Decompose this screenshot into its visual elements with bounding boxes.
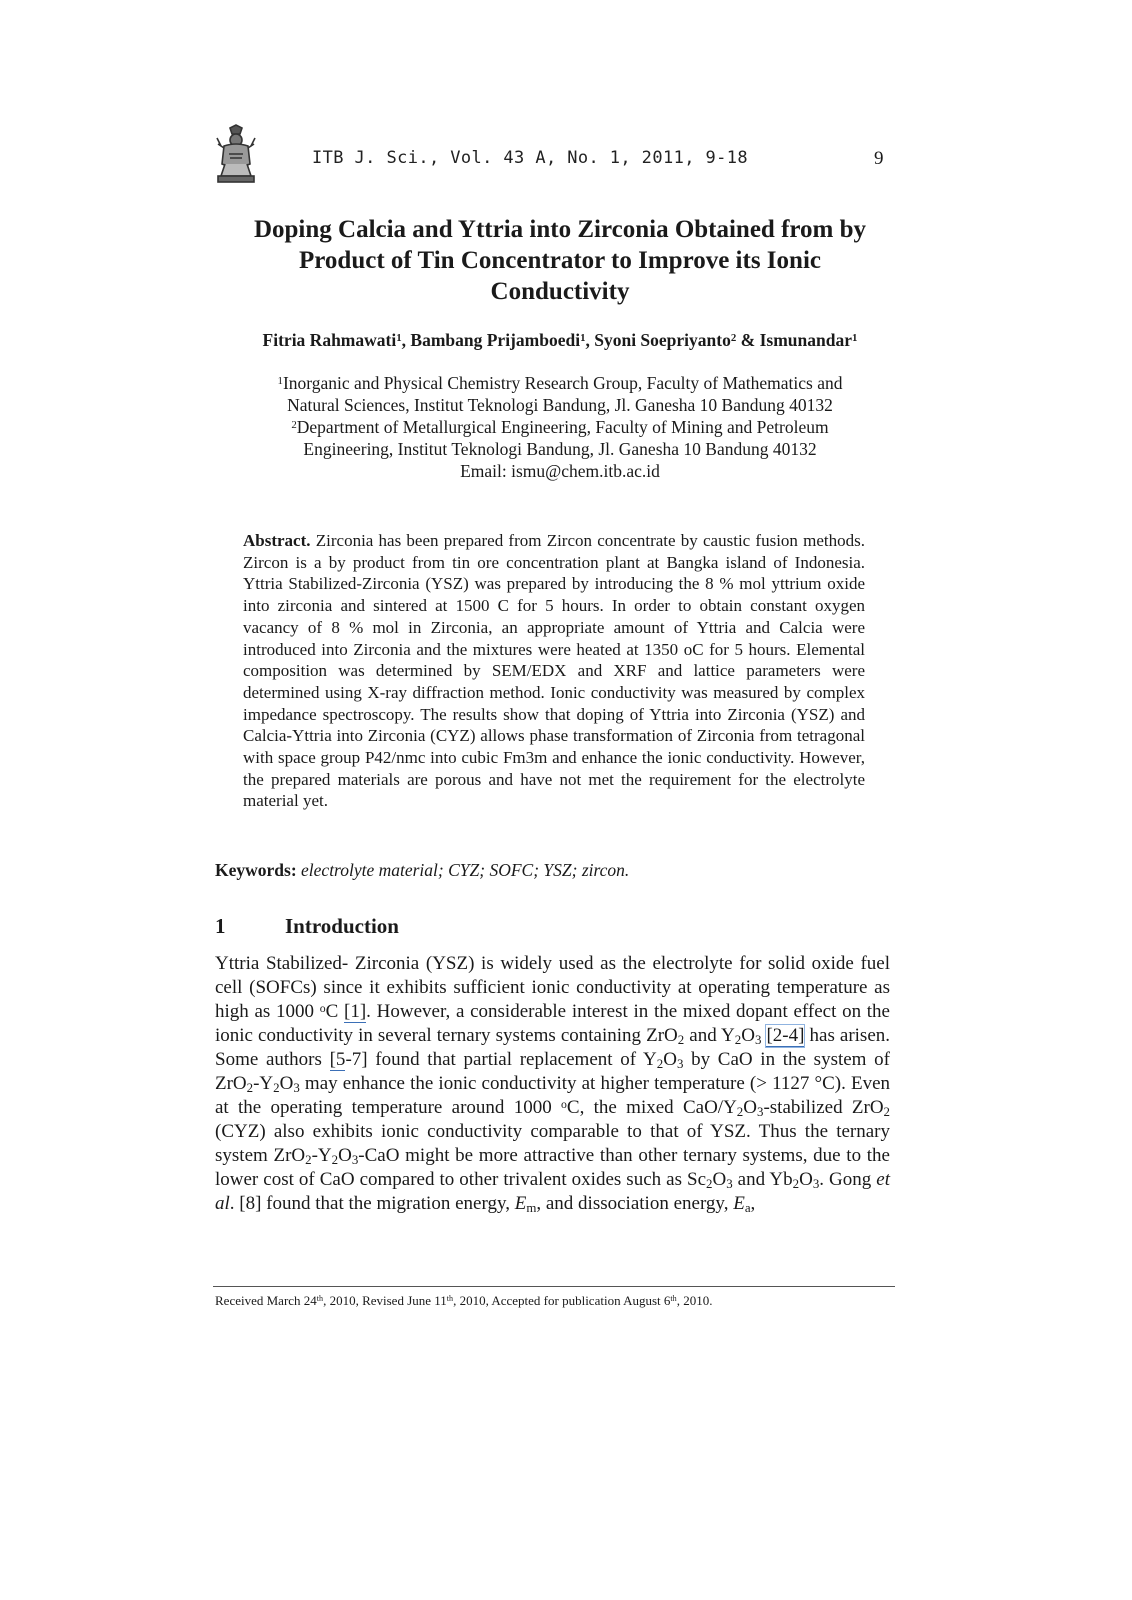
affiliation-sup: 2 (291, 419, 297, 432)
title-line: Product of Tin Concentrator to Improve its Ionic (299, 247, 821, 274)
title-line: Doping Calcia and Yttria into Zirconia Obtained from by (253, 216, 867, 243)
keywords-text: electrolyte material; CYZ; SOFC; YSZ; zircon. (301, 860, 630, 880)
section-heading (215, 914, 399, 939)
received-dates: Received March 24th, 2010, Revised June 11th, 2010, Accepted for publication August 6th, 2010. (215, 1293, 713, 1308)
author-separator: , (401, 330, 411, 350)
affiliations (200, 372, 920, 482)
author-email: Email: ismu@chem.itb.ac.id (460, 461, 660, 481)
author-affil-sup: 2 (730, 332, 737, 345)
author-name: Bambang Prijamboedi (410, 330, 581, 350)
affiliation-line (200, 416, 920, 438)
keywords-label: Keywords: (215, 860, 297, 880)
affiliation-line: Engineering, Institut Teknologi Bandung, Jl. Ganesha 10 Bandung 40132 (303, 439, 817, 459)
author-separator: , (585, 330, 595, 350)
page-number: 9 (874, 148, 884, 169)
title-line: Conductivity (490, 278, 630, 305)
itb-ganesha-logo-icon (215, 124, 257, 186)
affiliation-sup: 1 (277, 375, 283, 388)
footer-divider (213, 1286, 895, 1287)
author-name: Fitria Rahmawati (262, 330, 397, 350)
author-affil-sup: 1 (852, 332, 858, 345)
affiliation-text: Department of Metallurgical Engineering, Faculty of Mining and Petroleum (296, 417, 829, 437)
keywords (215, 860, 629, 881)
author-separator: & (736, 330, 760, 350)
paper-title (200, 214, 920, 307)
abstract-text: Zirconia has been prepared from Zircon concentrate by caustic fusion methods. Zircon is a by product from tin ore concentration plant at Bangka island of Indonesia. Yttria Stabilized-Zirconia (YSZ) was prepared by introducing the 8 % mol yttrium oxide into zirconia and sintered at 1500 C for 5 hours. In order to obtain constant oxygen vacancy of 8 % mol in Zirconia, an appropriate amount of Yttria and Calcia were introduced into Zirconia and the mixtures were heated at 1350 oC for 5 hours. Elemental composition was determined by SEM/EDX and XRF and lattice parameters were determined using X-ray diffraction method. Ionic conductivity was measured by complex impedance spectroscopy. The results show that doping of Yttria into Zirconia (YSZ) and Calcia-Yttria into Zirconia (CYZ) allows phase transformation of Zirconia from tetragonal with space group P42/nmc into cubic Fm3m and enhance the ionic conductivity. However, the prepared materials are porous and have not met the requirement for the electrolyte material yet. (243, 531, 866, 811)
author-list (160, 328, 960, 352)
author-affil-sup: 1 (396, 332, 402, 345)
affiliation-line (200, 372, 920, 394)
author-name: Ismunandar (759, 330, 853, 350)
section-number: 1 (215, 914, 226, 938)
author-affil-sup: 1 (580, 332, 586, 345)
affiliation-line: Natural Sciences, Institut Teknologi Bandung, Jl. Ganesha 10 Bandung 40132 (287, 395, 833, 415)
citation-link[interactable]: [1] (344, 1001, 367, 1022)
intro-paragraph: Yttria Stabilized- Zirconia (YSZ) is widely used as the electrolyte for solid oxide fuel cell (SOFCs) since it exhibits sufficient ionic conductivity at operating temperature as high as 1000 $^o$C [1]. However, a considerable interest in the mixed dopant effect on the ionic conductivity in several ternary systems containing ZrO$_2$ and $Y_2O_3$ [2-4] has arisen. Some authors [5-7] found that partial replacement of $Y_2O_3$ by CaO in the system of $ZrO_2-Y_2O_3$ may enhance the ionic conductivity at higher temperature (> 1127 °C). Even at the operating temperature around 1000 $^o$C, the mixed CaO/$Y_2O_3$-stabilized ZrO$_2$ (CYZ) also exhibits ionic conductivity comparable to that of YSZ. Thus the ternary system $ZrO_2-Y_2O_3$-CaO might be more attractive than other ternary systems, due to the lower cost of CaO compared to other trivalent oxides such as $Sc_2O_3$ and $Yb_2O_3$. Gong et al. [8] found that the migration energy, $E_m$, and dissociation energy, $E_a$, (215, 953, 891, 1216)
author-name: Syoni Soepriyanto (594, 330, 731, 350)
abstract-label: Abstract. (243, 531, 311, 550)
affiliation-text: Inorganic and Physical Chemistry Research Group, Faculty of Mathematics and (282, 373, 843, 393)
citation-link[interactable]: [5 (329, 1049, 346, 1070)
section-title: Introduction (285, 914, 399, 938)
journal-citation: ITB J. Sci., Vol. 43 A, No. 1, 2011, 9-18 (312, 148, 749, 168)
abstract (243, 530, 865, 812)
citation-link[interactable]: [2-4] (766, 1025, 805, 1046)
